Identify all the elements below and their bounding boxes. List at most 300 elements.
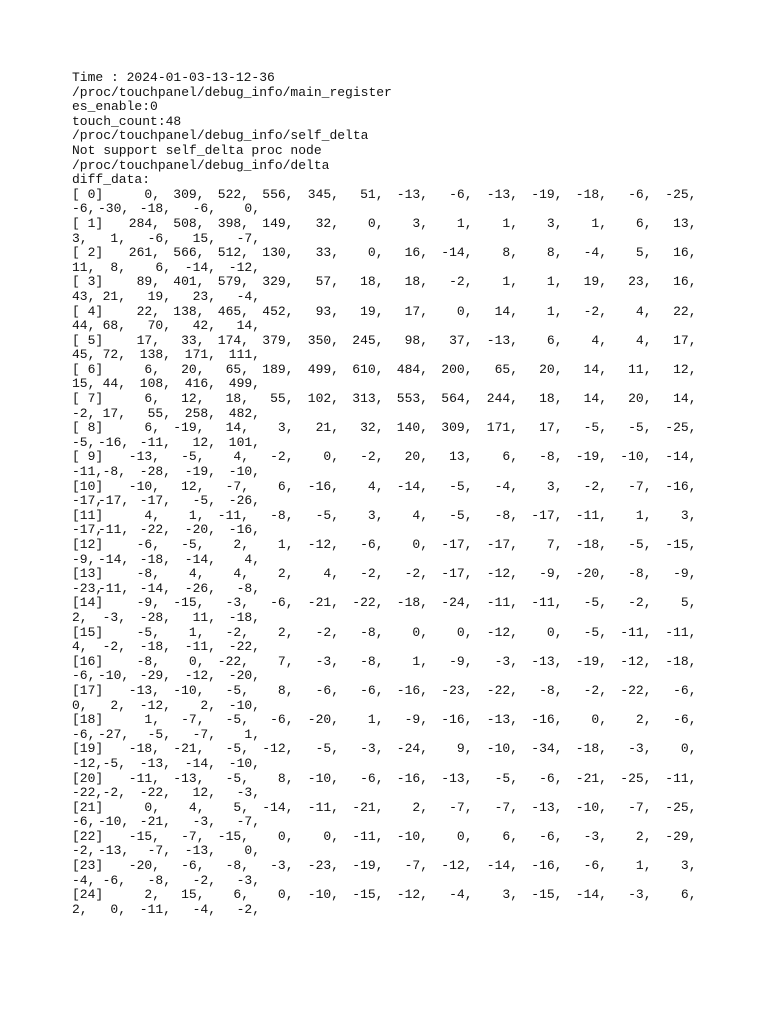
diff-row-line-wrap [72, 202, 712, 217]
diff-value-cell: 19, [147, 288, 171, 304]
diff-row-line-main [72, 480, 712, 495]
diff-value-cell: -22, [217, 653, 249, 669]
diff-value-cell: 398, [217, 215, 249, 231]
diff-value-cell: 15, [192, 230, 216, 246]
diff-value-cell: 3, [367, 507, 384, 523]
diff-value-cell: -15, [173, 595, 205, 611]
row-index-label: [ 0] [72, 186, 104, 202]
diff-value-cell: 2, [277, 566, 294, 582]
row-index-label: [ 2] [72, 245, 104, 261]
diff-value-cell: -2, [360, 566, 384, 582]
diff-value-cell: -2, [236, 901, 260, 917]
diff-value-cell: -6, [147, 230, 171, 246]
diff-value-cell: -16, [307, 478, 339, 494]
diff-value-cell: -7, [236, 814, 260, 830]
diff-value-cell: -3, [360, 741, 384, 757]
diff-value-cell: -7, [181, 712, 205, 728]
diff-value-cell: 350, [307, 332, 339, 348]
diff-value-cell: -13, [531, 799, 563, 815]
diff-row-2 [72, 246, 712, 275]
diff-value-cell: 1, [502, 274, 518, 290]
diff-value-cell: 23, [192, 288, 216, 304]
diff-value-cell: 6, [546, 332, 563, 348]
diff-value-cell: -29, [665, 828, 697, 844]
diff-value-cell: 1, [591, 215, 607, 231]
diff-value-cell: -6, [673, 682, 697, 698]
diff-value-cell: -10, [228, 697, 260, 713]
diff-row-line-wrap [72, 815, 712, 830]
diff-row-line-main [72, 859, 712, 874]
diff-value-cell: 245, [352, 332, 384, 348]
diff-value-cell: -7, [192, 726, 216, 742]
diff-row-9 [72, 450, 712, 479]
diff-value-cell: -6, [72, 668, 96, 684]
diff-row-line-wrap [72, 699, 712, 714]
diff-row-line-main [72, 188, 712, 203]
diff-value-cell: -5, [136, 624, 160, 640]
diff-value-cell: 566, [173, 245, 205, 261]
diff-value-cell: -14, [98, 551, 130, 567]
diff-value-cell: 4, [367, 478, 384, 494]
diff-value-cell: 12, [673, 361, 697, 377]
diff-value-cell: -13, [486, 186, 518, 202]
diff-value-cell: -6, [449, 186, 473, 202]
row-index-label: [11] [72, 507, 104, 523]
diff-row-line-wrap [72, 436, 712, 451]
diff-row-line-main [72, 713, 712, 728]
diff-row-0 [72, 188, 712, 217]
diff-value-cell: -6, [181, 858, 205, 874]
diff-value-cell: 1, [144, 712, 160, 728]
diff-value-cell: 556, [262, 186, 294, 202]
diff-value-cell: 579, [217, 274, 249, 290]
diff-value-cell: -7, [404, 858, 428, 874]
diff-value-cell: -8, [270, 507, 294, 523]
diff-value-cell: -17, [139, 493, 171, 509]
diff-value-cell: -21, [352, 799, 384, 815]
diff-value-cell: -8, [539, 449, 563, 465]
diff-value-cell: -5, [225, 741, 249, 757]
diff-value-cell: 1, [635, 858, 652, 874]
diff-value-cell: -6, [539, 828, 563, 844]
diff-row-line-wrap [72, 407, 712, 422]
diff-value-cell: -6, [360, 770, 384, 786]
diff-value-cell: -28, [139, 609, 171, 625]
diff-value-cell: -13, [139, 755, 171, 771]
diff-value-cell: 1, [412, 653, 428, 669]
diff-value-cell: -2, [192, 872, 216, 888]
diff-value-cell: -17, [72, 493, 104, 509]
diff-row-7 [72, 392, 712, 421]
diff-value-cell: -14, [396, 478, 428, 494]
diff-value-cell: -6, [315, 682, 339, 698]
diff-value-cell: 33, [181, 332, 205, 348]
diff-value-cell: 3, [680, 507, 697, 523]
diff-value-cell: -7, [225, 478, 249, 494]
diff-value-cell: 43, [72, 288, 96, 304]
diff-value-cell: 11, [192, 609, 216, 625]
diff-value-cell: -9, [449, 653, 473, 669]
diff-value-cell: -22, [228, 639, 260, 655]
diff-value-cell: 0, [323, 449, 339, 465]
diff-value-cell: -13, [486, 712, 518, 728]
diff-value-cell: 553, [396, 391, 428, 407]
diff-value-cell: 6, [502, 828, 518, 844]
diff-value-cell: 44, [102, 376, 126, 392]
diff-value-cell: -25, [665, 420, 697, 436]
diff-value-cell: -20, [228, 668, 260, 684]
diff-value-cell: 3, [546, 478, 563, 494]
diff-value-cell: 0, [277, 887, 294, 903]
diff-value-cell: 65, [225, 361, 249, 377]
diff-row-19 [72, 742, 712, 771]
diff-value-cell: -16, [396, 770, 428, 786]
diff-value-cell: -19, [575, 449, 607, 465]
diff-value-cell: -6, [192, 201, 216, 217]
diff-value-cell: -27, [98, 726, 130, 742]
diff-value-cell: 20, [404, 449, 428, 465]
diff-value-cell: -19, [575, 653, 607, 669]
diff-value-cell: 2, [233, 537, 249, 552]
diff-row-line-main [72, 801, 712, 816]
diff-value-cell: -18, [139, 551, 171, 567]
diff-row-line-main [72, 334, 712, 349]
diff-value-cell: -2, [449, 274, 473, 290]
row-index-label: [21] [72, 799, 104, 815]
diff-value-cell: 13, [449, 449, 473, 465]
diff-value-cell: 149, [262, 215, 294, 231]
diff-data-table [72, 188, 712, 918]
diff-value-cell: -16, [441, 712, 473, 728]
diff-value-cell: -12, [262, 741, 294, 757]
diff-row-line-wrap [72, 728, 712, 743]
diff-value-cell: -16, [531, 712, 563, 728]
diff-value-cell: 138, [173, 303, 205, 319]
diff-value-cell: 2, [72, 609, 88, 625]
touch-count-line: touch_count:48 [72, 113, 182, 129]
diff-value-cell: 6, [144, 420, 160, 436]
diff-value-cell: -11, [486, 595, 518, 611]
diff-value-cell: -10, [307, 887, 339, 903]
row-index-label: [ 8] [72, 420, 104, 436]
diff-value-cell: -22, [620, 682, 652, 698]
diff-value-cell: -8, [360, 624, 384, 640]
diff-value-cell: -5, [315, 741, 339, 757]
diff-value-cell: -8, [225, 858, 249, 874]
diff-value-cell: -4, [192, 901, 216, 917]
diff-value-cell: 379, [262, 332, 294, 348]
diff-value-cell: 72, [102, 347, 126, 363]
diff-value-cell: -11, [128, 770, 160, 786]
diff-row-1 [72, 217, 712, 246]
diff-value-cell: -25, [665, 186, 697, 202]
diff-value-cell: 57, [315, 274, 339, 290]
diff-value-cell: -18, [128, 741, 160, 757]
diff-value-cell: 18, [225, 391, 249, 407]
diff-value-cell: -11, [665, 770, 697, 786]
diff-row-line-wrap [72, 874, 712, 889]
diff-value-cell: 284, [128, 215, 160, 231]
diff-value-cell: -6, [360, 537, 384, 552]
diff-value-cell: 1, [244, 726, 260, 742]
diff-value-cell: 2, [200, 697, 216, 713]
diff-data-label: diff_data: [72, 172, 151, 188]
diff-value-cell: -11, [531, 595, 563, 611]
diff-value-cell: 15, [72, 376, 96, 392]
diff-row-line-wrap [72, 611, 712, 626]
diff-value-cell: -16, [98, 434, 130, 450]
diff-value-cell: 21, [315, 420, 339, 436]
diff-value-cell: 174, [217, 332, 249, 348]
diff-value-cell: -4, [449, 887, 473, 903]
diff-value-cell: -10, [228, 755, 260, 771]
diff-value-cell: -15, [352, 887, 384, 903]
row-index-label: [12] [72, 537, 104, 552]
diff-value-cell: 3, [412, 215, 428, 231]
diff-value-cell: -5, [181, 537, 205, 552]
diff-value-cell: -14, [184, 755, 216, 771]
diff-value-cell: -21, [139, 814, 171, 830]
diff-value-cell: 482, [228, 405, 260, 421]
diff-value-cell: 0, [456, 828, 473, 844]
diff-row-line-main [72, 655, 712, 670]
diff-value-cell: 7, [546, 537, 563, 552]
diff-value-cell: 4, [188, 799, 205, 815]
diff-value-cell: -6, [628, 186, 652, 202]
diff-value-cell: 499, [307, 361, 339, 377]
diff-value-cell: -7, [494, 799, 518, 815]
diff-value-cell: -10, [98, 814, 130, 830]
diff-value-cell: -11, [217, 507, 249, 523]
diff-value-cell: -18, [575, 186, 607, 202]
diff-value-cell: -2, [583, 478, 607, 494]
diff-value-cell: 18, [360, 274, 384, 290]
diff-value-cell: 4, [144, 507, 160, 523]
diff-value-cell: -17, [486, 537, 518, 552]
diff-value-cell: 8, [277, 682, 294, 698]
diff-value-cell: -10, [98, 668, 130, 684]
diff-row-line-wrap [72, 640, 712, 655]
diff-value-cell: -18, [575, 537, 607, 552]
diff-value-cell: -17, [531, 507, 563, 523]
diff-value-cell: -6, [539, 770, 563, 786]
diff-value-cell: -16, [665, 478, 697, 494]
diff-row-line-main [72, 421, 712, 436]
row-index-label: [24] [72, 887, 104, 903]
diff-value-cell: -6, [360, 682, 384, 698]
diff-value-cell: -6, [72, 814, 96, 830]
diff-value-cell: 12, [181, 478, 205, 494]
diff-value-cell: -18, [575, 741, 607, 757]
diff-row-line-main [72, 830, 712, 845]
diff-value-cell: -30, [98, 201, 130, 217]
self-delta-path: /proc/touchpanel/debug_info/self_delta [72, 128, 369, 144]
diff-value-cell: -6, [583, 858, 607, 874]
diff-value-cell: 65, [494, 361, 518, 377]
diff-value-cell: 11, [628, 361, 652, 377]
row-index-label: [ 6] [72, 361, 104, 377]
diff-value-cell: -8, [360, 653, 384, 669]
diff-value-cell: 200, [441, 361, 473, 377]
diff-value-cell: 6, [155, 259, 171, 275]
diff-value-cell: -24, [396, 741, 428, 757]
diff-value-cell: 15, [181, 887, 205, 903]
diff-value-cell: -11, [184, 639, 216, 655]
not-support-message: Not support self_delta proc node [72, 142, 322, 158]
diff-value-cell: -3, [236, 872, 260, 888]
row-index-label: [ 9] [72, 449, 104, 465]
diff-row-12 [72, 538, 712, 567]
diff-row-line-main [72, 538, 712, 553]
diff-row-18 [72, 713, 712, 742]
diff-row-line-wrap [72, 494, 712, 509]
diff-value-cell: -5, [449, 478, 473, 494]
diff-value-cell: -20, [184, 522, 216, 538]
diff-value-cell: 19, [583, 274, 607, 290]
diff-value-cell: -10, [173, 682, 205, 698]
diff-value-cell: -5, [449, 507, 473, 523]
diff-row-21 [72, 801, 712, 830]
diff-value-cell: 401, [173, 274, 205, 290]
diff-value-cell: -11, [620, 624, 652, 640]
diff-value-cell: -2, [270, 449, 294, 465]
diff-value-cell: -7, [181, 828, 205, 844]
diff-value-cell: -26, [228, 493, 260, 509]
row-index-label: [ 5] [72, 332, 104, 348]
diff-value-cell: 3, [546, 215, 563, 231]
diff-value-cell: -3, [236, 785, 260, 801]
diff-value-cell: 21, [102, 288, 126, 304]
diff-value-cell: -7, [236, 230, 260, 246]
diff-row-6 [72, 363, 712, 392]
diff-value-cell: -9, [539, 566, 563, 582]
diff-value-cell: -12, [486, 566, 518, 582]
diff-value-cell: -2, [628, 595, 652, 611]
diff-value-cell: -20, [575, 566, 607, 582]
diff-value-cell: -2, [404, 566, 428, 582]
diff-value-cell: -10, [486, 741, 518, 757]
diff-value-cell: -13, [128, 449, 160, 465]
diff-value-cell: -4, [236, 288, 260, 304]
diff-value-cell: -12, [72, 755, 104, 771]
diff-value-cell: 6, [635, 215, 652, 231]
row-index-label: [10] [72, 478, 104, 494]
diff-value-cell: -17, [441, 537, 473, 552]
diff-value-cell: 4, [323, 566, 339, 582]
diff-value-cell: 14, [236, 318, 260, 334]
diff-value-cell: -20, [307, 712, 339, 728]
diff-value-cell: -9, [136, 595, 160, 611]
diff-value-cell: 44, [72, 318, 96, 334]
diff-value-cell: -7, [147, 843, 171, 859]
diff-value-cell: 0, [680, 741, 697, 757]
diff-row-line-main [72, 596, 712, 611]
diff-value-cell: -11, [139, 434, 171, 450]
diff-value-cell: -10, [307, 770, 339, 786]
diff-value-cell: 171, [486, 420, 518, 436]
diff-value-cell: -5, [225, 682, 249, 698]
diff-value-cell: -5, [225, 770, 249, 786]
diff-value-cell: -5, [102, 755, 126, 771]
diff-value-cell: -3, [270, 858, 294, 874]
diff-row-line-main [72, 363, 712, 378]
diff-value-cell: 8, [110, 259, 126, 275]
diff-value-cell: -10, [575, 799, 607, 815]
diff-value-cell: -13, [486, 332, 518, 348]
diff-value-cell: 16, [673, 245, 697, 261]
diff-value-cell: 0, [277, 828, 294, 844]
diff-row-line-wrap [72, 348, 712, 363]
diff-value-cell: 6, [144, 391, 160, 407]
diff-value-cell: -5, [628, 537, 652, 552]
main-register-path: /proc/touchpanel/debug_info/main_register [72, 84, 392, 100]
diff-value-cell: -10, [396, 828, 428, 844]
diff-value-cell: -20, [128, 858, 160, 874]
diff-row-3 [72, 275, 712, 304]
diff-value-cell: -2, [102, 639, 126, 655]
timestamp-line: Time : 2024-01-03-13-12-36 [72, 70, 275, 85]
row-index-label: [23] [72, 858, 104, 874]
diff-value-cell: -3, [225, 595, 249, 611]
diff-value-cell: 8, [546, 245, 563, 261]
diff-value-cell: 12, [192, 434, 216, 450]
diff-row-20 [72, 772, 712, 801]
diff-value-cell: -24, [441, 595, 473, 611]
diff-value-cell: 465, [217, 303, 249, 319]
diff-value-cell: -3, [583, 828, 607, 844]
diff-value-cell: -19, [184, 464, 216, 480]
diff-value-cell: -12, [139, 697, 171, 713]
diff-value-cell: 1, [188, 507, 205, 523]
diff-value-cell: 0, [110, 901, 126, 917]
diff-value-cell: -3, [494, 653, 518, 669]
diff-value-cell: -8, [494, 507, 518, 523]
diff-value-cell: -8, [539, 682, 563, 698]
diff-value-cell: 416, [184, 376, 216, 392]
diff-value-cell: -5, [628, 420, 652, 436]
diff-row-line-wrap [72, 377, 712, 392]
diff-value-cell: 171, [184, 347, 216, 363]
diff-value-cell: -15, [217, 828, 249, 844]
row-index-label: [18] [72, 712, 104, 728]
diff-value-cell: 6, [144, 361, 160, 377]
diff-value-cell: 0, [188, 653, 205, 669]
diff-value-cell: 17, [539, 420, 563, 436]
delta-path: /proc/touchpanel/debug_info/delta [72, 157, 330, 173]
diff-value-cell: 45, [72, 347, 96, 363]
diff-value-cell: -13, [98, 843, 130, 859]
diff-row-line-wrap [72, 261, 712, 276]
diff-value-cell: 13, [673, 215, 697, 231]
diff-value-cell: -6, [673, 712, 697, 728]
diff-value-cell: -12, [486, 624, 518, 640]
diff-value-cell: -22, [72, 785, 104, 801]
row-index-label: [20] [72, 770, 104, 786]
diff-value-cell: -17, [98, 493, 130, 509]
diff-value-cell: -14, [262, 799, 294, 815]
diff-value-cell: 55, [270, 391, 294, 407]
diff-value-cell: 1, [277, 537, 294, 552]
diff-value-cell: -25, [665, 799, 697, 815]
diff-value-cell: 2, [144, 887, 160, 903]
diff-value-cell: -29, [139, 668, 171, 684]
diff-value-cell: 19, [360, 303, 384, 319]
diff-value-cell: 5, [635, 245, 652, 261]
diff-value-cell: -14, [486, 858, 518, 874]
diff-value-cell: -23, [307, 858, 339, 874]
diff-value-cell: 1, [367, 712, 384, 728]
diff-value-cell: -14, [441, 245, 473, 261]
